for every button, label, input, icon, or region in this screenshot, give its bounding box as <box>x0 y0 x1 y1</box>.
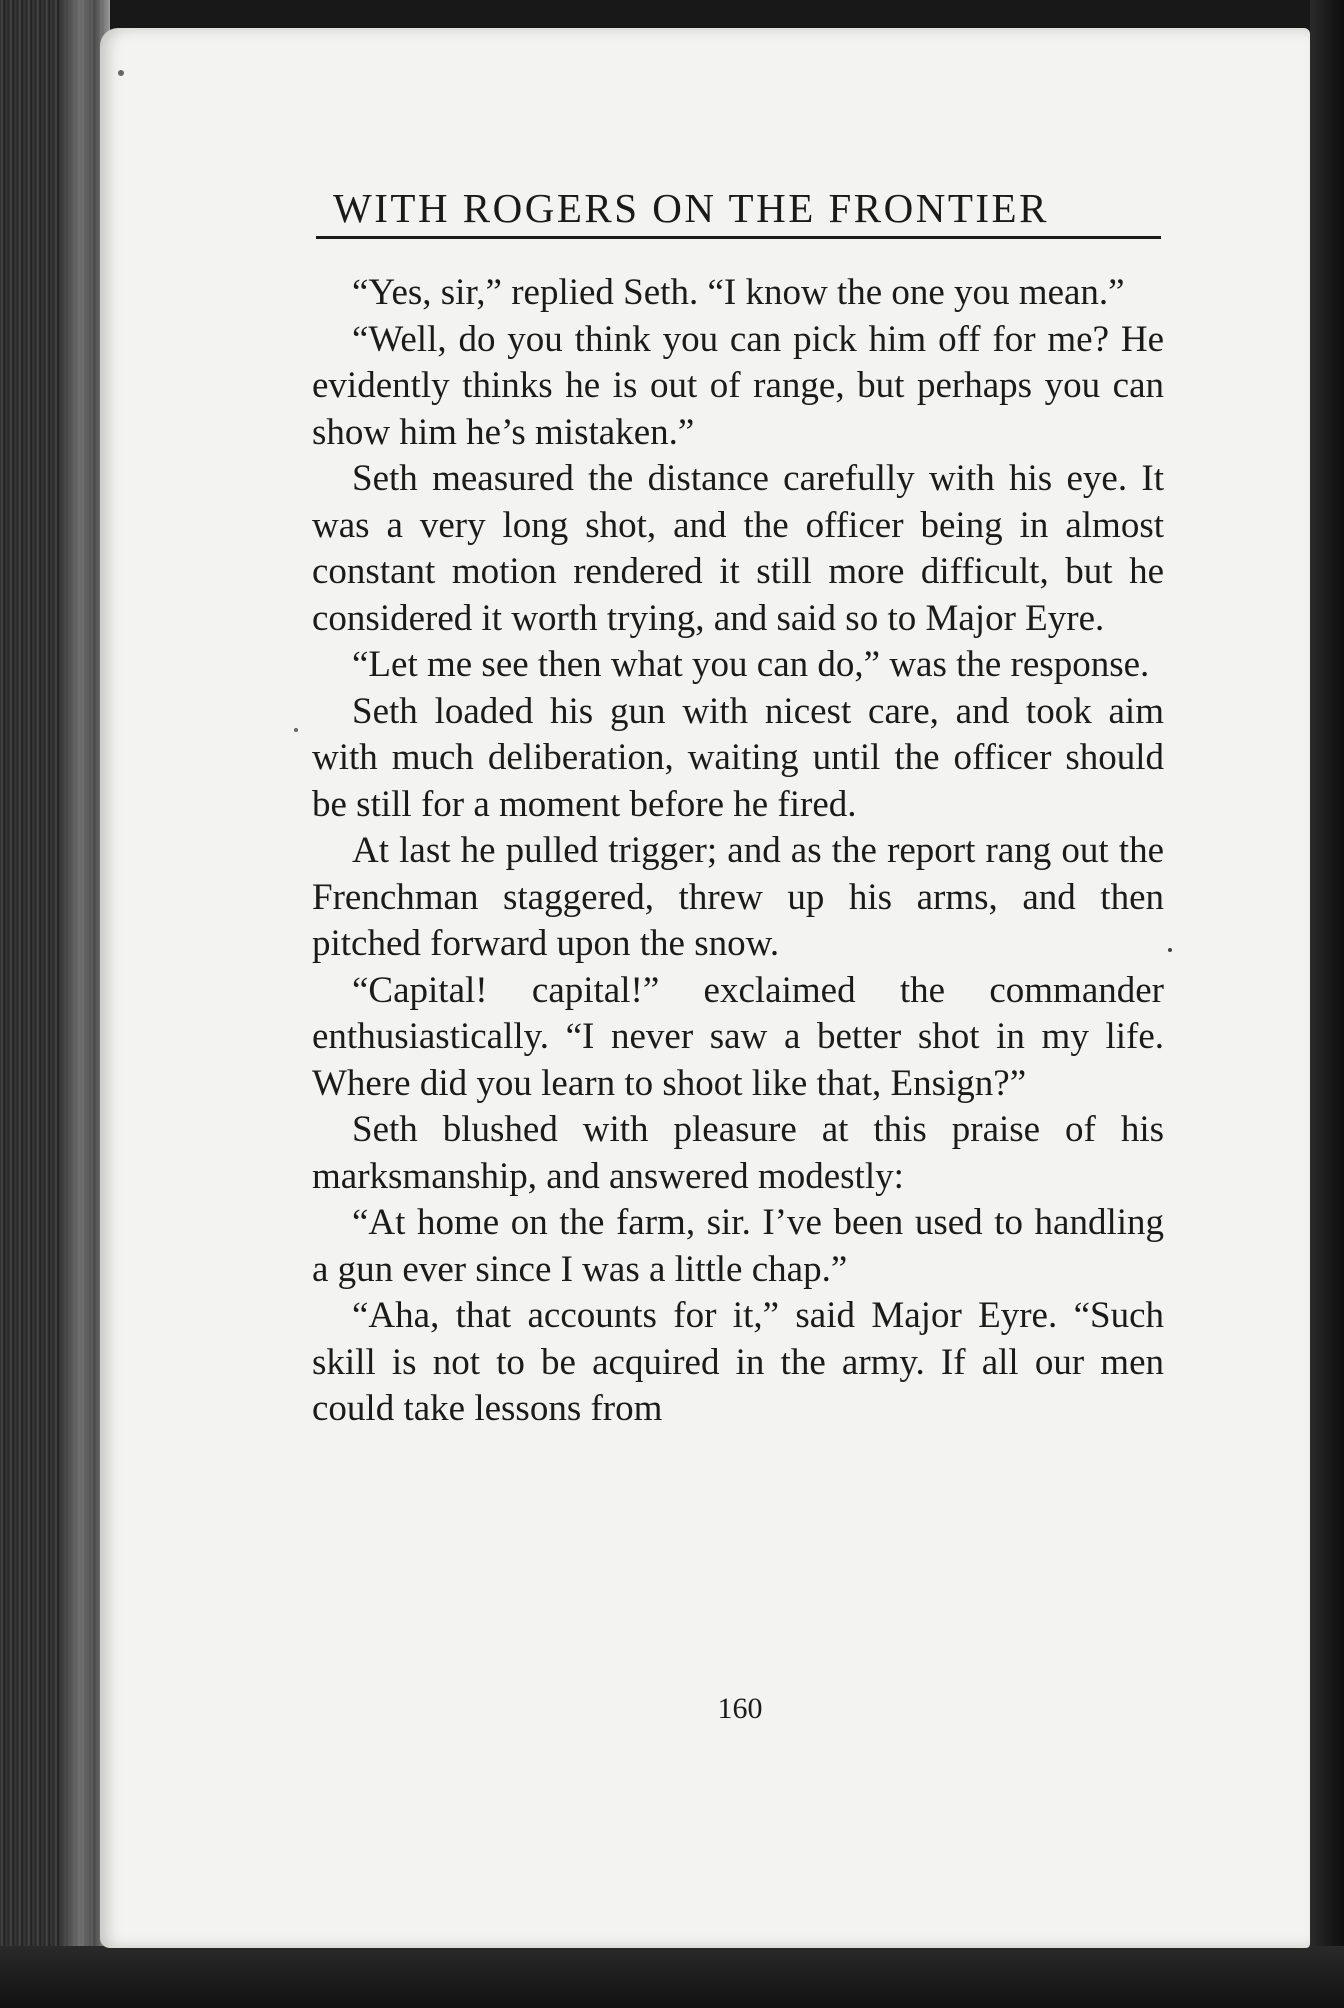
paragraph: At last he pulled trigger; and as the report rang out the Frenchman staggered, threw up his arms, and then pitched forward upon the snow. <box>312 830 1164 964</box>
paragraph: “Well, do you think you can pick him off for me? He evidently thinks he is out of range, but perhaps you can show him he’s mistaken.” <box>312 318 1164 453</box>
right-scan-border <box>1310 0 1344 2008</box>
paragraph: Seth loaded his gun with nicest care, and took aim with much deliberation, waiting until the officer should be still for a moment before he fired. <box>312 690 1164 825</box>
header-rule <box>316 236 1161 239</box>
paragraph: “At home on the farm, sir. I’ve been used to handling a gun ever since I was a little chap.” <box>312 1202 1164 1290</box>
paragraph: Seth blushed with pleasure at this praise of his marksmanship, and answered modestly: <box>312 1109 1164 1197</box>
paper-speck <box>118 70 124 76</box>
paragraph: “Capital! capital!” exclaimed the commander enthusiastically. “I never saw a better shot in my life. Where did you learn to shoot like that, Ensign?” <box>312 969 1164 1104</box>
paper-speck <box>294 728 298 732</box>
body-text <box>312 270 1164 1433</box>
paragraph: “Yes, sir,” replied Seth. “I know the one you mean.” <box>352 272 1125 313</box>
running-head: WITH ROGERS ON THE FRONTIER <box>333 185 1049 231</box>
bottom-scan-border <box>0 1946 1344 2008</box>
paper-speck <box>1168 948 1172 952</box>
paragraph: “Let me see then what you can do,” was the response. <box>352 644 1150 685</box>
paragraph: Seth measured the distance carefully with his eye. It was a very long shot, and the officer being in almost constant motion rendered it still more difficult, but he considered it worth trying, and said so to Major Eyre. <box>312 458 1164 639</box>
page-number: 160 <box>717 1692 763 1725</box>
paragraph: “Aha, that accounts for it,” said Major Eyre. “Such skill is not to be acquired in the army. If all our men could take lessons from <box>312 1295 1164 1429</box>
